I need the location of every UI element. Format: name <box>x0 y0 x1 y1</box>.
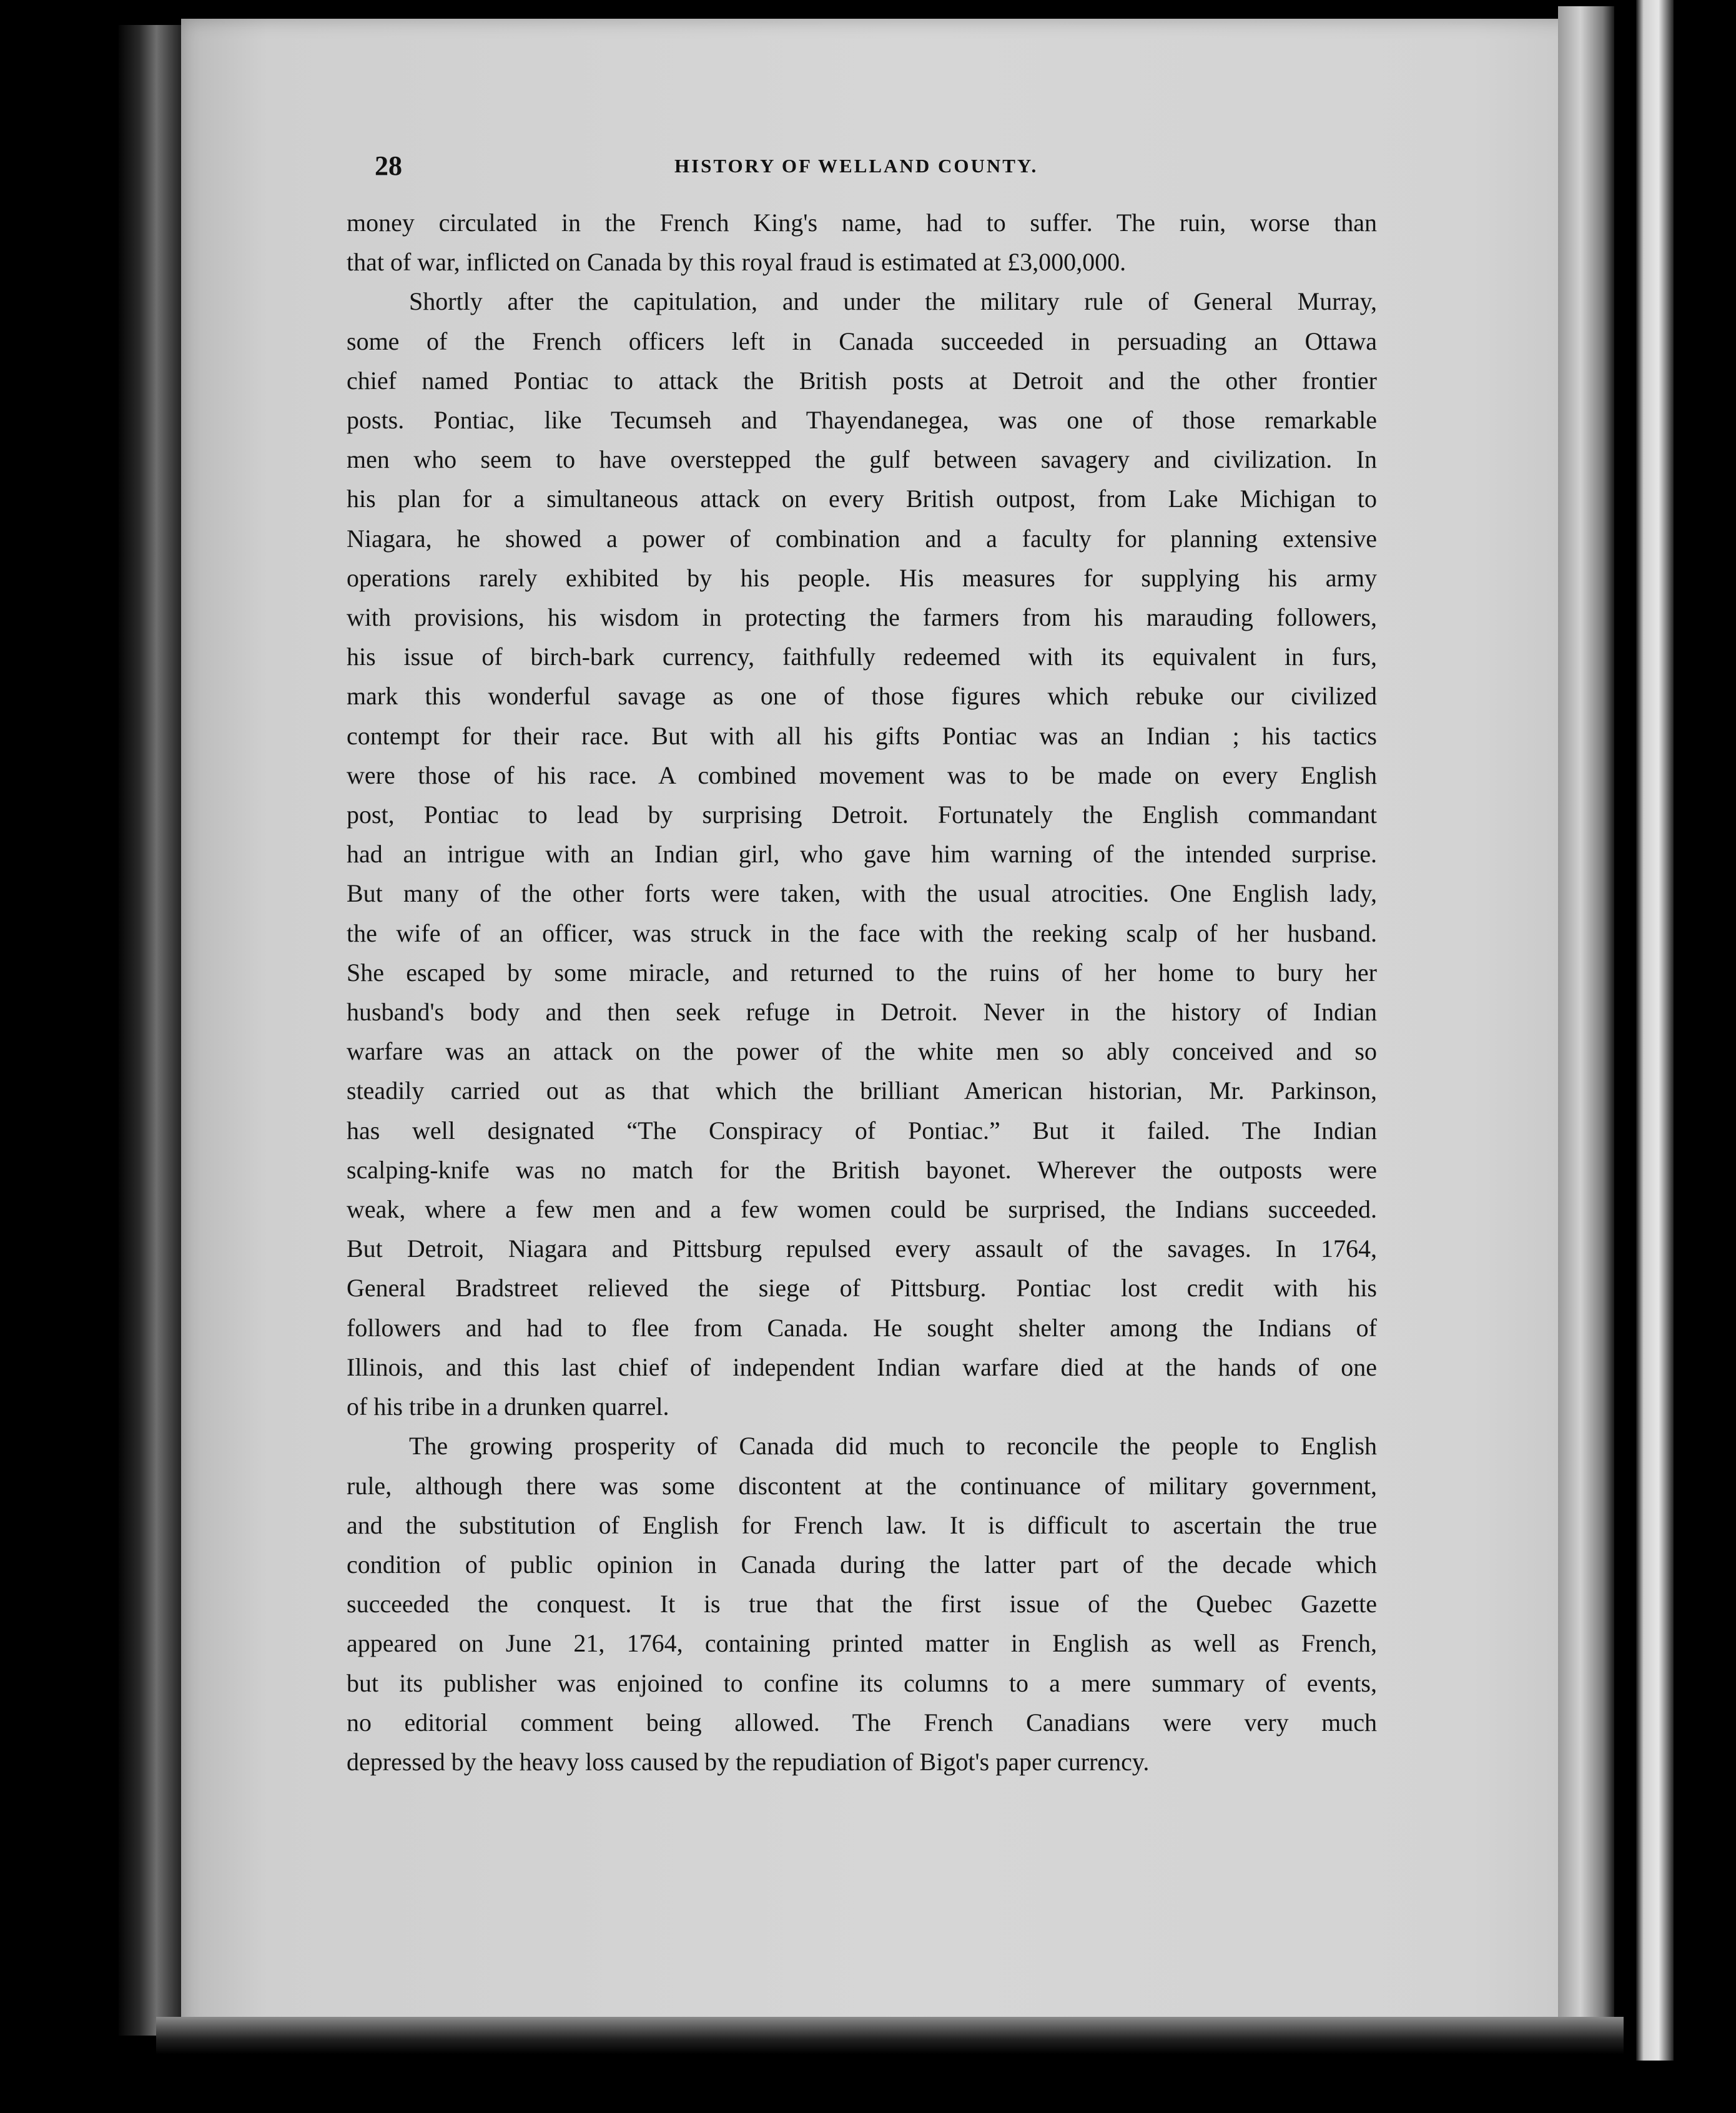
text-line: contempt for their race. But with all his gifts Pontiac was an Indian ; his tactics <box>347 721 1377 750</box>
text-line: no editorial comment being allowed. The French Canadians were very much <box>347 1708 1377 1736</box>
text-line: were those of his race. A combined movement was to be made on every English <box>347 761 1377 789</box>
text-line: but its publisher was enjoined to confine its columns to a mere summary of events, <box>347 1668 1377 1697</box>
text-line: some of the French officers left in Canada succeeded in persuading an Ottawa <box>347 327 1377 355</box>
text-line: followers and had to flee from Canada. He sought shelter among the Indians of <box>347 1313 1377 1342</box>
text-line: chief named Pontiac to attack the British posts at Detroit and the other frontier <box>347 366 1377 395</box>
running-head-title: HISTORY OF WELLAND COUNTY. <box>674 155 1038 177</box>
text-line: post, Pontiac to lead by surprising Detroit. Fortunately the English commandant <box>347 800 1377 829</box>
text-line: She escaped by some miracle, and returned to the ruins of her home to bury her <box>347 958 1377 987</box>
text-line: General Bradstreet relieved the siege of Pittsburg. Pontiac lost credit with his <box>347 1274 1377 1303</box>
text-line: But Detroit, Niagara and Pittsburg repulsed every assault of the savages. In 1764, <box>347 1234 1377 1263</box>
text-line: his plan for a simultaneous attack on every British outpost, from Lake Michigan to <box>347 485 1377 513</box>
text-line: condition of public opinion in Canada during the latter part of the decade which <box>347 1550 1377 1579</box>
page-number: 28 <box>375 150 402 181</box>
paragraph <box>347 203 1377 282</box>
body-text <box>347 203 1377 1781</box>
text-line: But many of the other forts were taken, with the usual atrocities. One English lady, <box>347 879 1377 908</box>
scan-background-right <box>1614 0 1736 2113</box>
text-line: with provisions, his wisdom in protecting the farmers from his marauding followers, <box>347 603 1377 632</box>
text-line: warfare was an attack on the power of the white men so ably conceived and so <box>347 1037 1377 1066</box>
text-line: Illinois, and this last chief of independent Indian warfare died at the hands of one <box>347 1352 1377 1381</box>
text-line: that of war, inflicted on Canada by this royal fraud is estimated at £3,000,000. <box>347 248 1127 277</box>
text-line: weak, where a few men and a few women could be surprised, the Indians succeeded. <box>347 1195 1377 1224</box>
text-line: mark this wonderful savage as one of those figures which rebuke our civilized <box>347 682 1377 711</box>
text-line: depressed by the heavy loss caused by the repudiation of Bigot's paper currency. <box>347 1747 1150 1776</box>
text-line: Shortly after the capitulation, and under the military rule of General Murray, <box>409 287 1377 316</box>
text-line: has well designated “The Conspiracy of Pontiac.” But it failed. The Indian <box>347 1116 1377 1145</box>
paragraph <box>347 1426 1377 1781</box>
text-line: operations rarely exhibited by his people. His measures for supplying his army <box>347 563 1377 592</box>
text-line: succeeded the conquest. It is true that the first issue of the Quebec Gazette <box>347 1590 1377 1618</box>
next-leaf-edge <box>1636 0 1674 2061</box>
book-cover-edge <box>119 25 187 2036</box>
page-bottom-shadow <box>156 2017 1624 2054</box>
text-line: and the substitution of English for French law. It is difficult to ascertain the true <box>347 1510 1377 1539</box>
text-line: of his tribe in a drunken quarrel. <box>347 1392 669 1421</box>
text-line: money circulated in the French King's name, had to suffer. The ruin, worse than <box>347 209 1377 237</box>
paragraph <box>347 282 1377 1426</box>
text-line: The growing prosperity of Canada did much to reconcile the people to English <box>409 1432 1377 1460</box>
text-line: his issue of birch-bark currency, faithfully redeemed with its equivalent in furs, <box>347 643 1377 671</box>
text-line: appeared on June 21, 1764, containing printed matter in English as well as French, <box>347 1629 1377 1658</box>
running-head <box>375 150 1424 194</box>
text-line: husband's body and then seek refuge in Detroit. Never in the history of Indian <box>347 998 1377 1027</box>
text-line: the wife of an officer, was struck in the face with the reeking scalp of her husband. <box>347 919 1377 947</box>
text-line: steadily carried out as that which the brilliant American historian, Mr. Parkinson, <box>347 1076 1377 1105</box>
facing-page-edge <box>1558 6 1614 2029</box>
text-line: men who seem to have overstepped the gulf between savagery and civilization. In <box>347 445 1377 474</box>
text-line: scalping-knife was no match for the British bayonet. Wherever the outposts were <box>347 1155 1377 1184</box>
text-line: rule, although there was some discontent at the continuance of military government, <box>347 1471 1377 1500</box>
text-line: had an intrigue with an Indian girl, who gave him warning of the intended surprise. <box>347 840 1377 869</box>
text-line: posts. Pontiac, like Tecumseh and Thayendanegea, was one of those remarkable <box>347 406 1377 435</box>
text-line: Niagara, he showed a power of combination and a faculty for planning extensive <box>347 524 1377 553</box>
